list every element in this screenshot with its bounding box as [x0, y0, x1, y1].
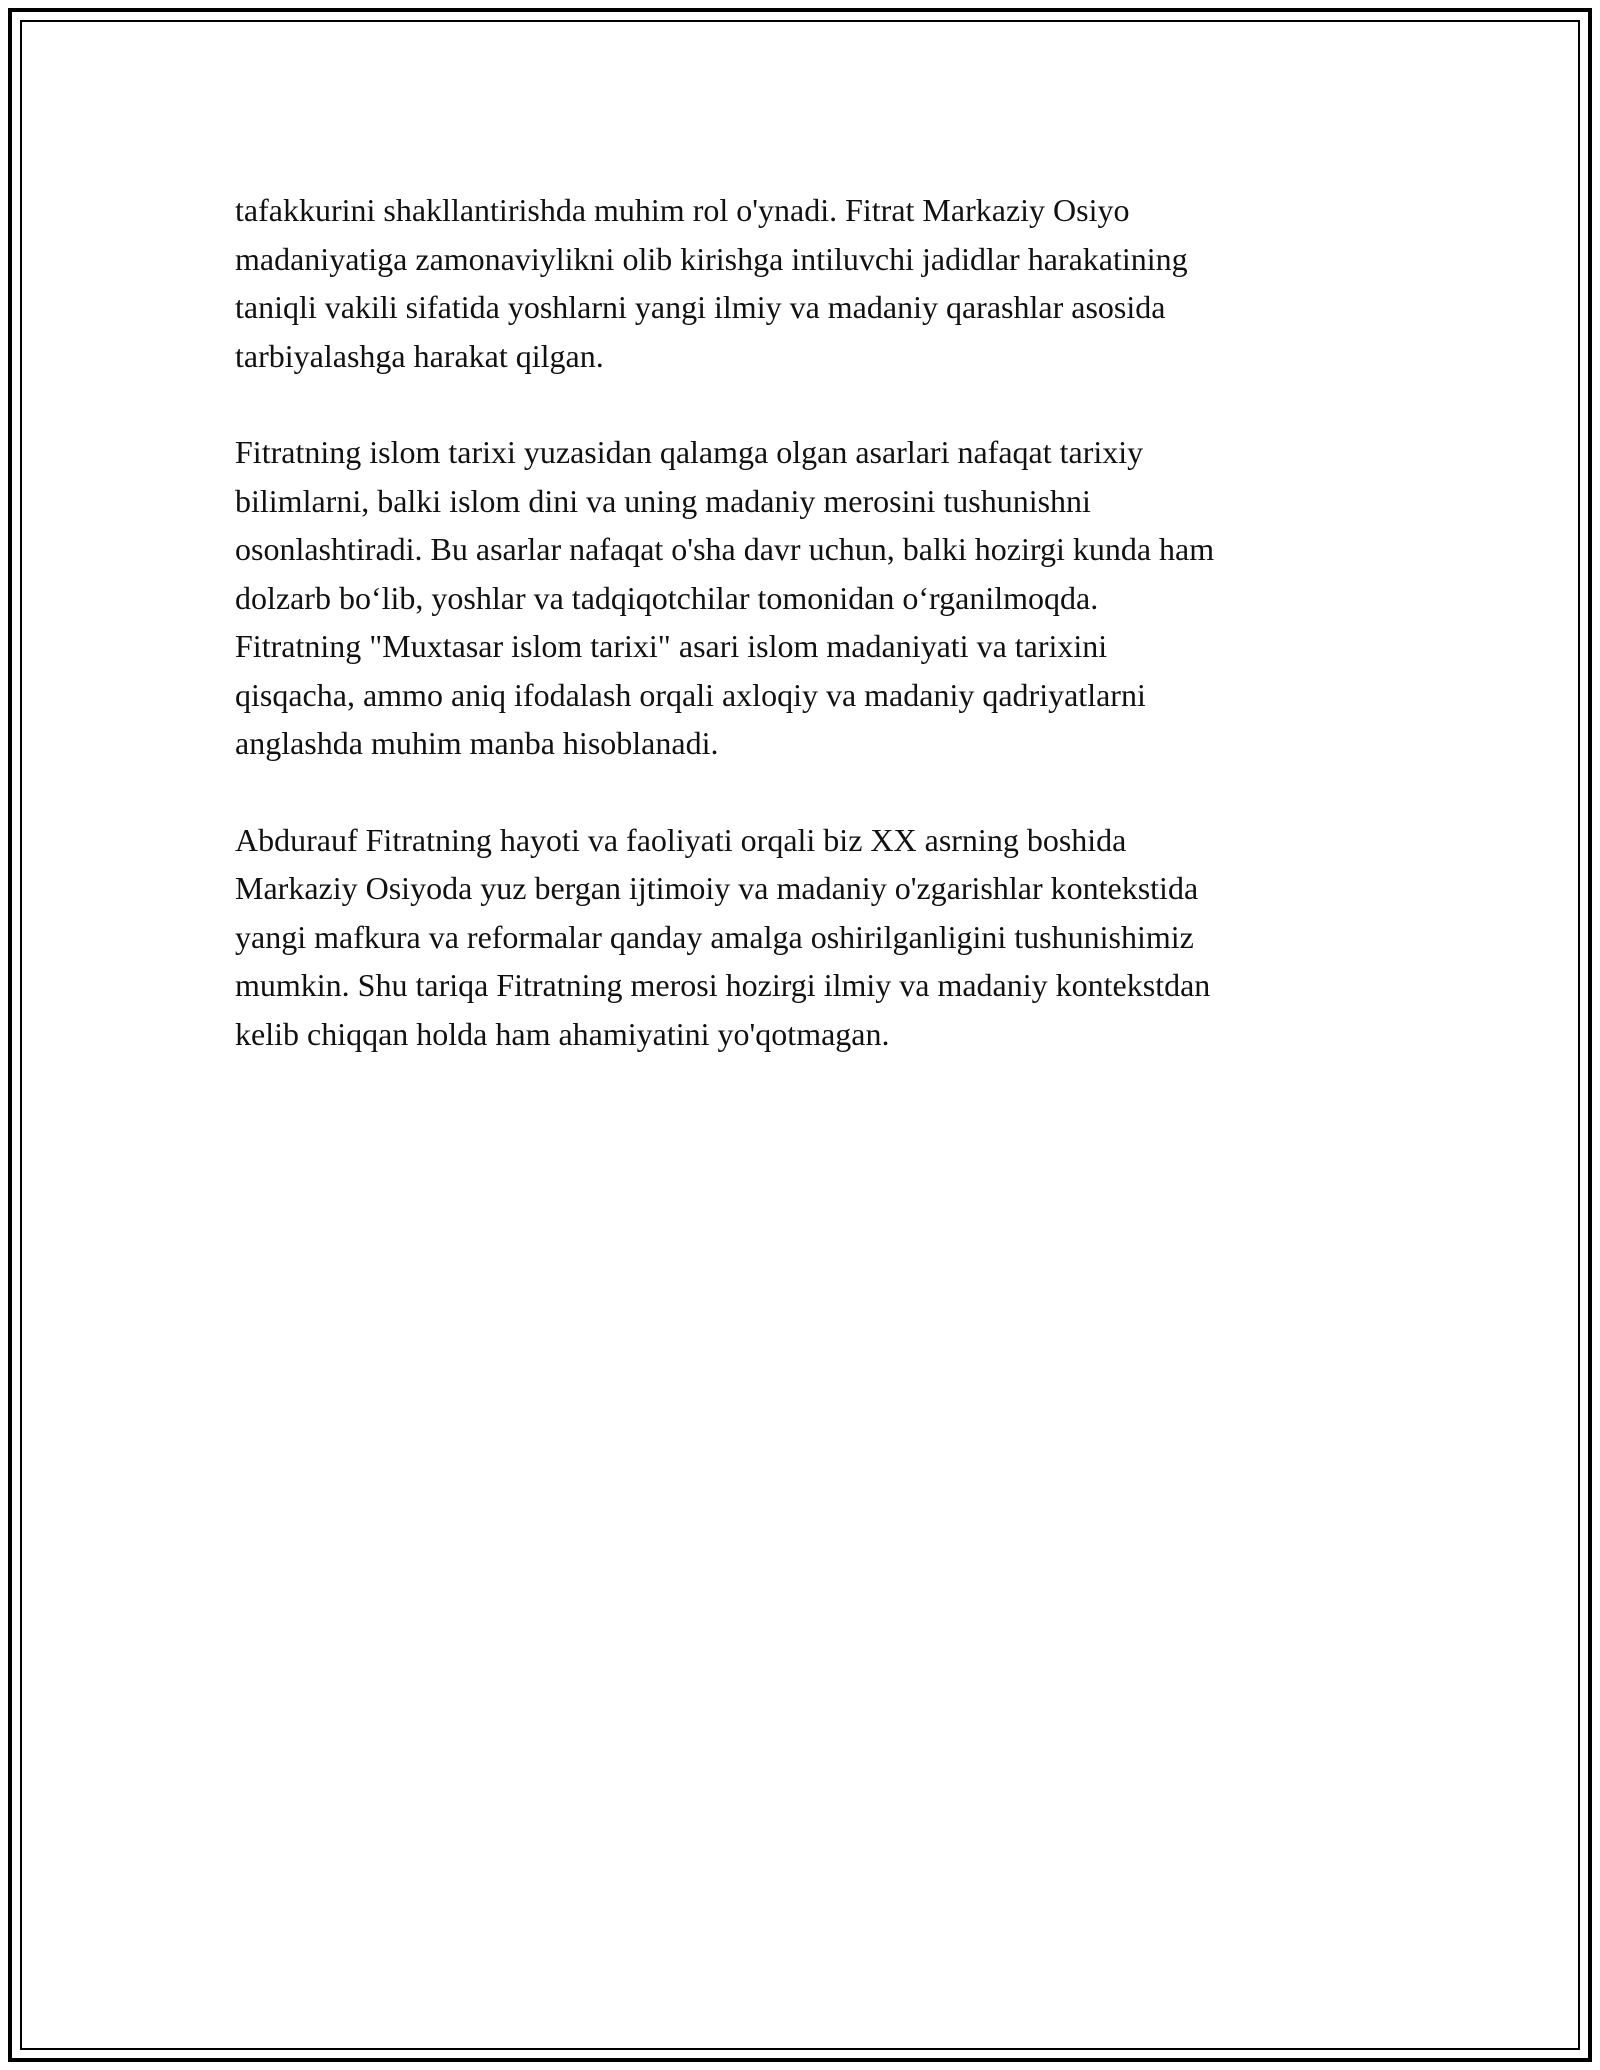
text-line: osonlashtiradi. Bu asarlar nafaqat o'sha davr uchun, balki hozirgi kunda ham [235, 531, 1215, 567]
text-line: yangi mafkura va reformalar qanday amalga oshirilganligini tushunishimiz [235, 918, 1194, 955]
paragraph-1 [235, 186, 1375, 380]
text-line: kelib chiqqan holda ham ahamiyatini yo'qotmagan. [235, 1015, 890, 1052]
text-line: tafakkurini shakllantirishda muhim rol o'ynadi. Fitrat Markaziy Osiyo [235, 192, 1130, 228]
text-line: Fitratning "Muxtasar islom tarixi" asari islom madaniyati va tarixini [235, 628, 1108, 664]
text-line: Abdurauf Fitratning hayoti va faoliyati orqali biz XX asrning boshida [235, 821, 1127, 858]
paragraph-2 [235, 428, 1375, 768]
paragraph-3 [235, 816, 1375, 1059]
text-line: bilimlarni, balki islom dini va uning madaniy merosini tushunishni [235, 482, 1091, 519]
text-line: taniqli vakili sifatida yoshlarni yangi ilmiy va madaniy qarashlar asosida [235, 289, 1166, 325]
text-line: Markaziy Osiyoda yuz bergan ijtimoiy va madaniy o'zgarishlar kontekstida [235, 870, 1199, 906]
document-body [235, 186, 1375, 1106]
text-line: madaniyatiga zamonaviylikni olib kirishga intiluvchi jadidlar harakatining [235, 240, 1188, 277]
text-line: anglashda muhim manba hisoblanadi. [235, 725, 719, 761]
text-line: tarbiyalashga harakat qilgan. [235, 337, 604, 374]
text-line: Fitratning islom tarixi yuzasidan qalamga olgan asarlari nafaqat tarixiy [235, 434, 1144, 470]
text-line: qisqacha, ammo aniq ifodalash orqali axloqiy va madaniy qadriyatlarni [235, 676, 1146, 713]
text-line: dolzarb bo‘lib, yoshlar va tadqiqotchilar tomonidan o‘rganilmoqda. [235, 579, 1099, 616]
text-line: mumkin. Shu tariqa Fitratning merosi hozirgi ilmiy va madaniy kontekstdan [235, 967, 1211, 1003]
